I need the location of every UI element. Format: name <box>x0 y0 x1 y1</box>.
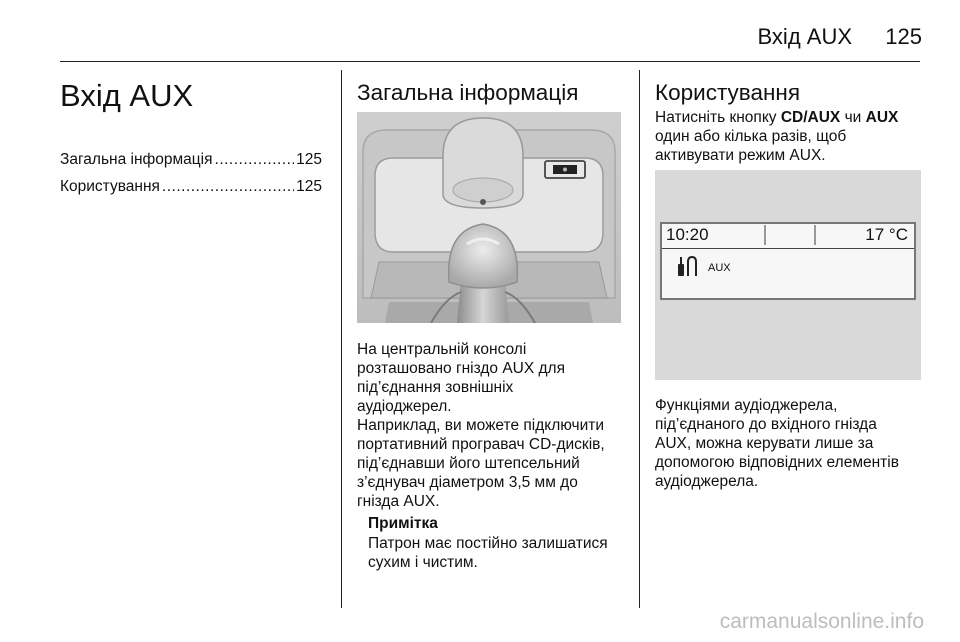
toc-entry-page: 125 <box>296 178 322 195</box>
text-line: Патрон має постійно залишатися <box>368 535 608 552</box>
toc-entry-general[interactable] <box>60 151 322 169</box>
toc-leader-dots <box>215 151 295 169</box>
text-line: розташовано гніздо AUX для <box>357 360 565 377</box>
text-line: допомогою відповідних елементів <box>655 454 899 471</box>
text-line: під’єднання зовнішніх <box>357 379 514 396</box>
display-separator <box>814 225 816 245</box>
text-line: AUX, можна керувати лише за <box>655 435 874 452</box>
text-line: під’єднаного до вхідного гнізда <box>655 416 877 433</box>
display-status-divider <box>662 248 914 249</box>
aux-display-figure <box>655 170 921 380</box>
paragraph-source-control <box>655 396 899 491</box>
text-fragment: чи <box>840 109 866 126</box>
display-temperature: 17 °C <box>865 225 908 244</box>
button-label-cd-aux: CD/AUX <box>780 109 841 126</box>
text-line: один або кілька разів, щоб <box>655 128 847 145</box>
toc-leader-dots <box>162 178 294 196</box>
section-heading-usage: Користування <box>655 80 801 105</box>
aux-jack-icon <box>676 254 698 278</box>
display-time: 10:20 <box>666 225 709 244</box>
text-fragment: Натисніть кнопку <box>655 109 781 126</box>
toc-entry-label: Користування <box>60 178 160 195</box>
text-line: з’єднувач діаметром 3,5 мм до <box>357 474 578 491</box>
chapter-title: Вхід AUX <box>60 78 194 113</box>
paragraph-console-location <box>357 340 565 416</box>
console-illustration <box>357 112 621 323</box>
note-heading: Примітка <box>368 515 438 532</box>
text-line: аудіоджерела. <box>655 473 759 490</box>
text-line: аудіоджерел. <box>357 398 452 415</box>
text-line: Наприклад, ви можете підключити <box>357 417 605 434</box>
page-number: 125 <box>885 24 922 49</box>
running-header-title: Вхід AUX <box>757 24 852 49</box>
section-heading-general: Загальна інформація <box>357 80 579 105</box>
text-line: гнізда AUX. <box>357 493 440 510</box>
toc-entry-label: Загальна інформація <box>60 151 213 168</box>
toc-entry-page: 125 <box>296 151 322 168</box>
text-line: під’єднавши його штепсельний <box>357 455 580 472</box>
text-line: Функціями аудіоджерела, <box>655 397 838 414</box>
text-line: сухим і чистим. <box>368 554 478 571</box>
display-source-label: AUX <box>708 262 731 274</box>
watermark: carmanualsonline.info <box>719 610 924 633</box>
header-rule <box>60 61 920 62</box>
paragraph-connect-example <box>357 416 605 511</box>
toc-entry-usage[interactable] <box>60 178 322 196</box>
paragraph-usage-instruction <box>655 108 898 165</box>
text-line: На центральній консолі <box>357 341 527 358</box>
column-divider-1 <box>341 70 342 608</box>
button-label-aux: AUX <box>865 109 899 126</box>
radio-display-screen <box>660 222 916 300</box>
text-line: портативний програвач CD-дисків, <box>357 436 605 453</box>
display-separator <box>764 225 766 245</box>
text-line: активувати режим AUX. <box>655 147 826 164</box>
column-divider-2 <box>639 70 640 608</box>
console-aux-photo <box>357 112 621 323</box>
running-header <box>0 14 960 54</box>
note-text <box>368 534 608 572</box>
